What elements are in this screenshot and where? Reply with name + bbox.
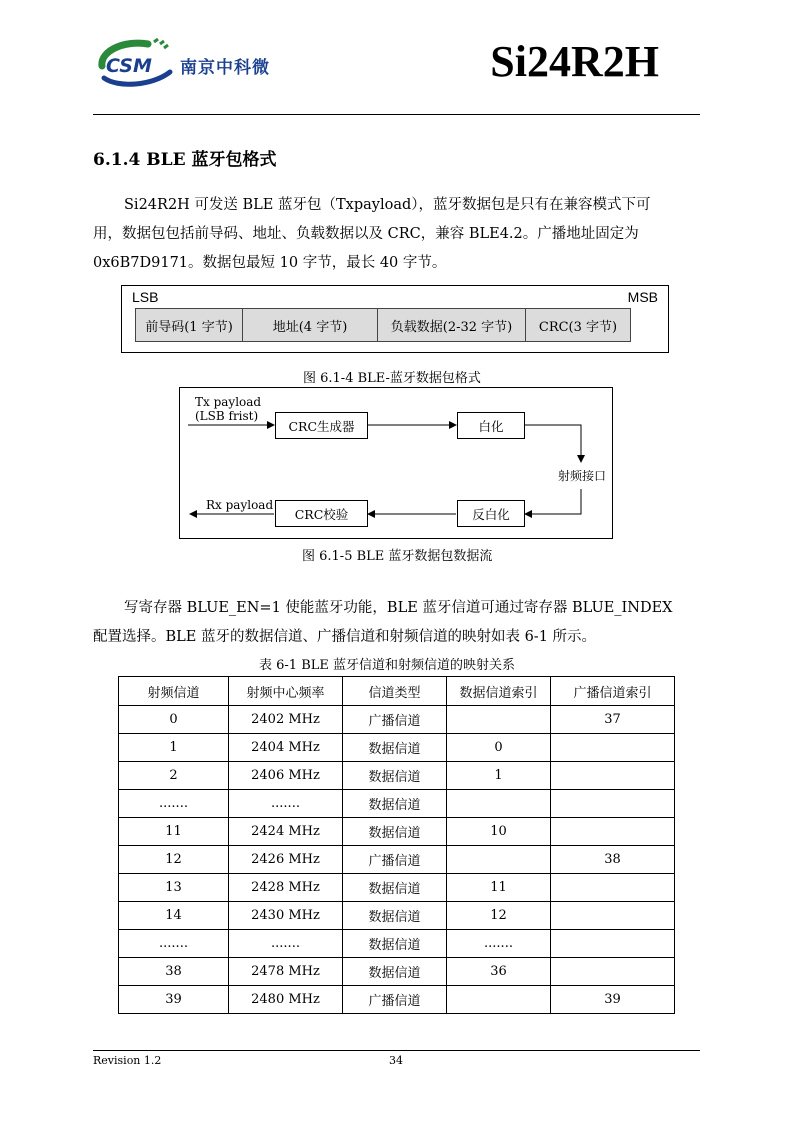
logo-graphic bbox=[96, 38, 180, 88]
table-cell: 38 bbox=[119, 958, 229, 986]
tx-payload-label bbox=[195, 395, 261, 423]
table-header-row bbox=[119, 677, 675, 706]
tx-label-line: Tx payload bbox=[195, 395, 262, 409]
table-cell: ....... bbox=[229, 790, 343, 818]
revision-label: Revision 1.2 bbox=[93, 1054, 162, 1067]
table-cell bbox=[447, 706, 551, 734]
table-cell: 2406 MHz bbox=[229, 762, 343, 790]
table-cell: 12 bbox=[119, 846, 229, 874]
table-cell: 2480 MHz bbox=[229, 986, 343, 1014]
column-header: 射频信道 bbox=[119, 677, 229, 706]
company-logo bbox=[96, 38, 180, 88]
table-cell: 2426 MHz bbox=[229, 846, 343, 874]
company-name: 南京中科微 bbox=[180, 58, 270, 78]
table-cell bbox=[447, 790, 551, 818]
table-cell: 39 bbox=[119, 986, 229, 1014]
column-header: 射频中心频率 bbox=[229, 677, 343, 706]
data-flow-figure bbox=[179, 387, 613, 539]
table-cell: 12 bbox=[447, 902, 551, 930]
table-cell: 数据信道 bbox=[343, 790, 447, 818]
table-cell: ....... bbox=[447, 930, 551, 958]
intro-line: Si24R2H 可发送 BLE 蓝牙包（Txpayload），蓝牙数据包是只有在兼容模式下可 bbox=[124, 197, 651, 213]
table-row bbox=[119, 762, 675, 790]
section-title: 6.1.4 BLE 蓝牙包格式 bbox=[93, 150, 277, 170]
packet-format-figure bbox=[121, 285, 669, 353]
field-preamble: 前导码(1 字节) bbox=[135, 308, 243, 342]
table-cell bbox=[551, 902, 675, 930]
table-row bbox=[119, 986, 675, 1014]
table-cell: 36 bbox=[447, 958, 551, 986]
rf-to-dewhiten-arrow bbox=[525, 489, 581, 514]
table-cell: 11 bbox=[119, 818, 229, 846]
whiten-to-rf-arrow bbox=[525, 425, 581, 462]
field-payload: 负载数据(2-32 字节) bbox=[377, 308, 526, 342]
dewhitening-box: 反白化 bbox=[457, 500, 525, 527]
table-row bbox=[119, 734, 675, 762]
table-cell bbox=[447, 846, 551, 874]
intro-paragraph bbox=[93, 191, 700, 278]
crc-check-box: CRC校验 bbox=[275, 500, 368, 527]
table-cell: 广播信道 bbox=[343, 706, 447, 734]
table-cell: 数据信道 bbox=[343, 734, 447, 762]
channel-mapping-table bbox=[118, 676, 675, 1014]
table-cell: 0 bbox=[447, 734, 551, 762]
table-cell: 2430 MHz bbox=[229, 902, 343, 930]
table-cell: 10 bbox=[447, 818, 551, 846]
column-header: 广播信道索引 bbox=[551, 677, 675, 706]
logo-text: CSM bbox=[106, 55, 152, 77]
table-cell bbox=[551, 734, 675, 762]
table-cell: 数据信道 bbox=[343, 874, 447, 902]
table-row bbox=[119, 930, 675, 958]
table-row bbox=[119, 902, 675, 930]
product-name: Si24R2H bbox=[490, 37, 659, 86]
table-cell: 11 bbox=[447, 874, 551, 902]
header-rule bbox=[93, 114, 700, 115]
table-cell: 2404 MHz bbox=[229, 734, 343, 762]
table-cell bbox=[551, 818, 675, 846]
table-cell: ....... bbox=[119, 790, 229, 818]
field-crc: CRC(3 字节) bbox=[525, 308, 631, 342]
table-cell: 1 bbox=[119, 734, 229, 762]
rf-interface-label: 射频接口 bbox=[558, 469, 607, 483]
table-cell bbox=[551, 762, 675, 790]
table-cell: 37 bbox=[551, 706, 675, 734]
page-number: 34 bbox=[389, 1054, 403, 1067]
table-row bbox=[119, 958, 675, 986]
column-header: 信道类型 bbox=[343, 677, 447, 706]
table-cell: 数据信道 bbox=[343, 958, 447, 986]
table-cell: 13 bbox=[119, 874, 229, 902]
table-cell: ....... bbox=[229, 930, 343, 958]
table-cell: 2 bbox=[119, 762, 229, 790]
config-paragraph bbox=[93, 594, 700, 652]
table-cell bbox=[551, 874, 675, 902]
figure-caption-2: 图 6.1-5 BLE 蓝牙数据包数据流 bbox=[302, 549, 493, 564]
table-cell bbox=[551, 958, 675, 986]
tx-label-line: (LSB frist) bbox=[195, 409, 259, 423]
intro-line: 用，数据包包括前导码、地址、负载数据以及 CRC，兼容 BLE4.2。广播地址固定为 bbox=[93, 226, 639, 242]
table-cell: 广播信道 bbox=[343, 986, 447, 1014]
msb-label: MSB bbox=[627, 289, 658, 305]
table-cell: 2424 MHz bbox=[229, 818, 343, 846]
intro-line: 0x6B7D9171。数据包最短 10 字节，最长 40 字节。 bbox=[93, 255, 447, 271]
table-cell: 2478 MHz bbox=[229, 958, 343, 986]
table-cell: 数据信道 bbox=[343, 930, 447, 958]
config-line: 写寄存器 BLUE_EN=1 使能蓝牙功能，BLE 蓝牙信道可通过寄存器 BLUE_INDEX bbox=[124, 600, 673, 616]
field-address: 地址(4 字节) bbox=[242, 308, 378, 342]
table-cell bbox=[551, 930, 675, 958]
table-cell bbox=[447, 986, 551, 1014]
column-header: 数据信道索引 bbox=[447, 677, 551, 706]
table-cell: 39 bbox=[551, 986, 675, 1014]
config-line: 配置选择。BLE 蓝牙的数据信道、广播信道和射频信道的映射如表 6-1 所示。 bbox=[93, 629, 597, 645]
figure-caption-1: 图 6.1-4 BLE-蓝牙数据包格式 bbox=[303, 371, 481, 386]
table-cell: 0 bbox=[119, 706, 229, 734]
table-row bbox=[119, 874, 675, 902]
table-cell: 数据信道 bbox=[343, 818, 447, 846]
table-row bbox=[119, 846, 675, 874]
table-cell: 14 bbox=[119, 902, 229, 930]
table-row bbox=[119, 818, 675, 846]
table-cell: 2402 MHz bbox=[229, 706, 343, 734]
whitening-box: 白化 bbox=[457, 412, 525, 439]
table-cell: 广播信道 bbox=[343, 846, 447, 874]
table-cell: 数据信道 bbox=[343, 762, 447, 790]
crc-generator-box: CRC生成器 bbox=[275, 412, 368, 439]
table-cell bbox=[551, 790, 675, 818]
table-cell: 数据信道 bbox=[343, 902, 447, 930]
footer-rule bbox=[93, 1050, 700, 1051]
packet-fields bbox=[135, 308, 631, 342]
table-row bbox=[119, 706, 675, 734]
table-row bbox=[119, 790, 675, 818]
table-caption: 表 6-1 BLE 蓝牙信道和射频信道的映射关系 bbox=[259, 658, 516, 673]
lsb-label: LSB bbox=[132, 289, 159, 305]
table-cell: ....... bbox=[119, 930, 229, 958]
table-cell: 38 bbox=[551, 846, 675, 874]
table-cell: 2428 MHz bbox=[229, 874, 343, 902]
table-cell: 1 bbox=[447, 762, 551, 790]
rx-payload-label: Rx payload bbox=[206, 498, 274, 512]
